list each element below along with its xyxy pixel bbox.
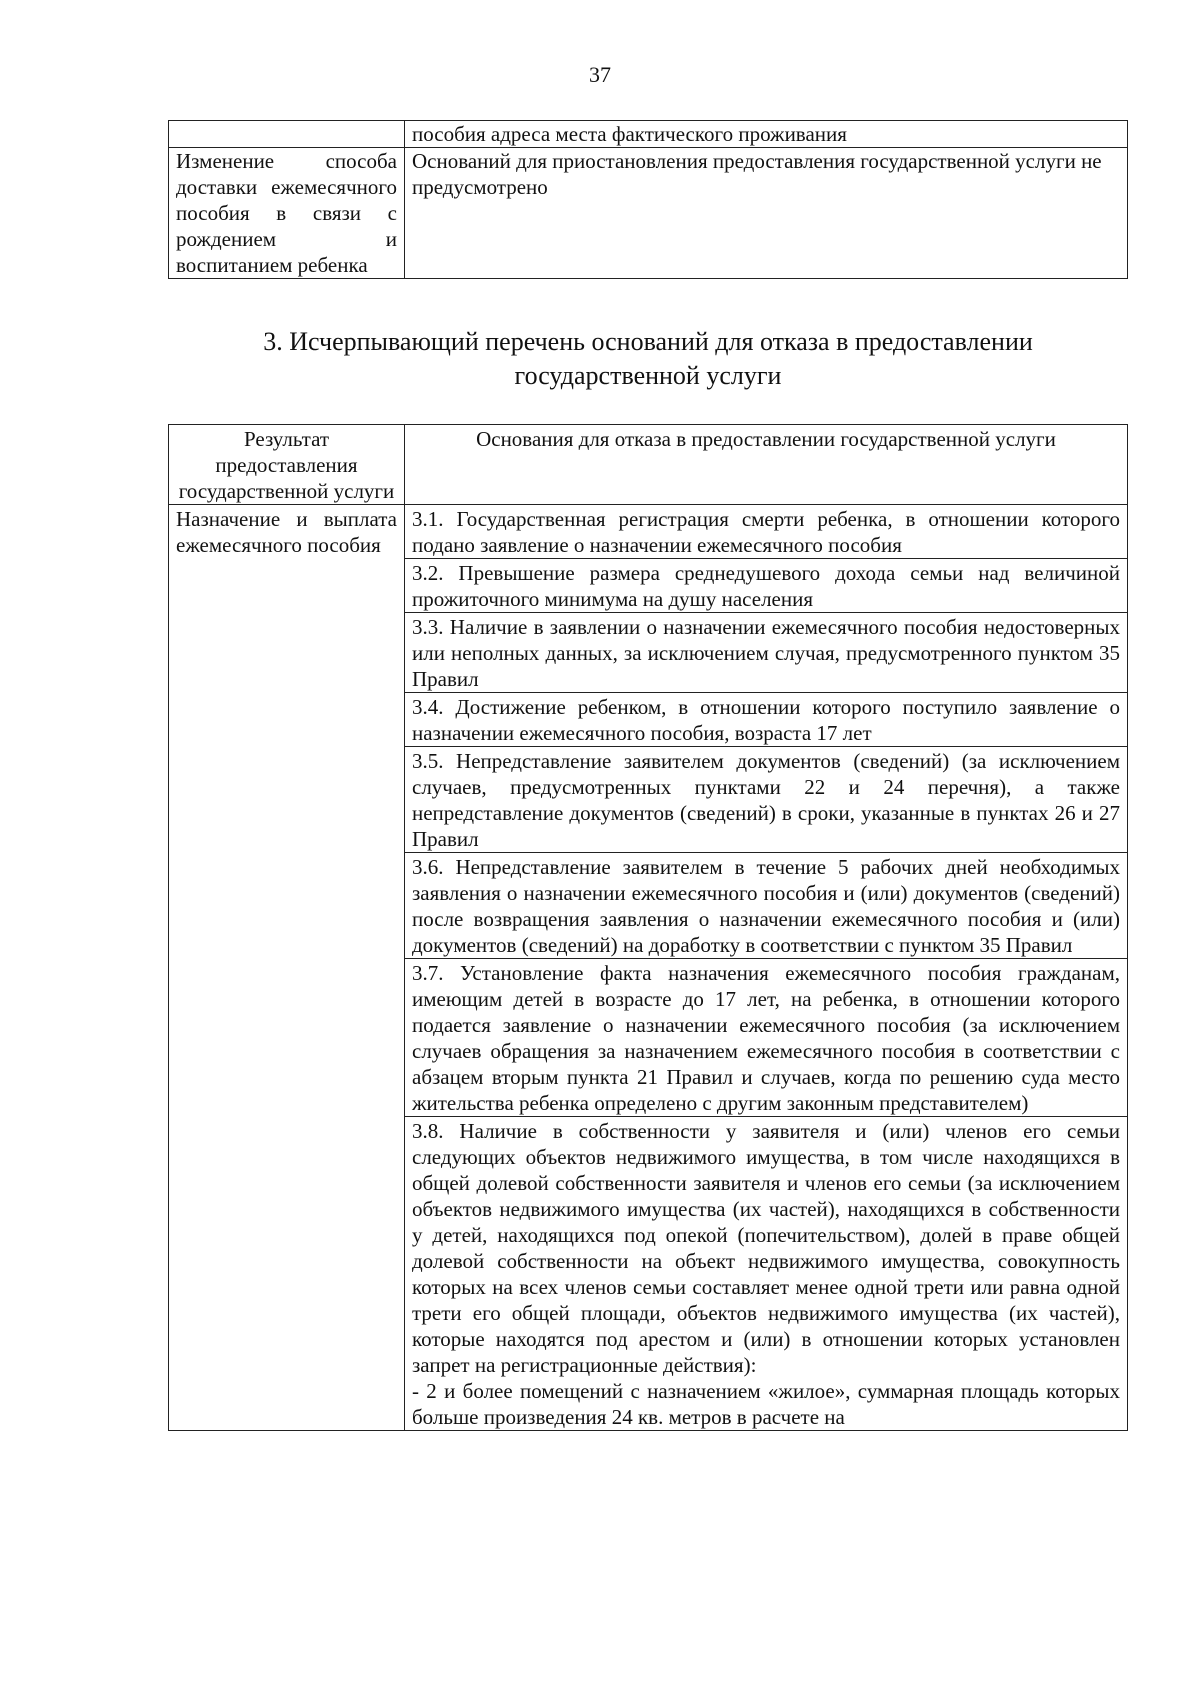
ground-item: 3.2. Превышение размера среднедушевого дохода семьи над величиной прожиточного минимума на душу населения — [405, 559, 1128, 613]
header-grounds: Основания для отказа в предоставлении государственной услуги — [405, 425, 1128, 505]
ground-item: 3.5. Непредставление заявителем документов (сведений) (за исключением случаев, предусмотренных пунктами 22 и 24 перечня), а также непредставление документов (сведений) в сроки, указанные в пунктах 26 и 27 Правил — [405, 747, 1128, 853]
table-row — [169, 505, 1128, 559]
table-cell-left: Изменение способа доставки ежемесячного пособия в связи с рождением и воспитанием ребенка — [169, 148, 405, 279]
section-title: 3. Исчерпывающий перечень оснований для отказа в предоставлении государственной услуги — [263, 327, 1033, 390]
header-result: Результат предоставления государственной услуги — [169, 425, 405, 505]
refusal-grounds-table — [168, 424, 1128, 1431]
ground-item-3-8 — [405, 1117, 1128, 1431]
table-cell-right: пособия адреса места фактического проживания — [405, 121, 1128, 148]
ground-item: 3.1. Государственная регистрация смерти ребенка, в отношении которого подано заявление о назначении ежемесячного пособия — [405, 505, 1128, 559]
ground-item-subitem: - 2 и более помещений с назначением «жилое», суммарная площадь которых больше произведения 24 кв. метров в расчете на — [412, 1379, 1120, 1429]
ground-item-text: 3.8. Наличие в собственности у заявителя и (или) членов его семьи следующих объектов недвижимого имущества, в том числе находящихся в общей долевой собственности заявителя и членов его семьи (за исключением объектов недвижимого имущества (их частей), находящихся в собственности у детей, находящихся под опекой (попечительством), долей в праве общей долевой собственности на объект недвижимого имущества, совокупность которых на всех членов семьи составляет менее одной трети или равна одной трети его общей площади, объектов недвижимого имущества (их частей), которые находятся под арестом и (или) в отношении которых установлен запрет на регистрационные действия): — [412, 1119, 1120, 1377]
ground-item: 3.3. Наличие в заявлении о назначении ежемесячного пособия недостоверных или неполных данных, за исключением случая, предусмотренного пунктом 35 Правил — [405, 613, 1128, 693]
table-cell-left — [169, 121, 405, 148]
ground-item: 3.4. Достижение ребенком, в отношении которого поступило заявление о назначении ежемесячного пособия, возраста 17 лет — [405, 693, 1128, 747]
result-cell: Назначение и выплата ежемесячного пособия — [169, 505, 405, 1431]
ground-item: 3.7. Установление факта назначения ежемесячного пособия гражданам, имеющим детей в возрасте до 17 лет, на ребенка, в отношении которого подается заявление о назначении ежемесячного пособия (за исключением случаев обращения за назначением ежемесячного пособия в соответствии с абзацем вторым пункта 21 Правил и случаев, когда по решению суда место жительства ребенка определено с другим законным представителем) — [405, 959, 1128, 1117]
ground-item: 3.6. Непредставление заявителем в течение 5 рабочих дней необходимых заявления о назначении ежемесячного пособия и (или) документов (сведений) после возвращения заявления о назначении ежемесячного пособия и (или) документов (сведений) на доработку в соответствии с пунктом 35 Правил — [405, 853, 1128, 959]
table-header-row — [169, 425, 1128, 505]
table-row — [169, 148, 1128, 279]
suspension-table — [168, 120, 1128, 279]
table-row — [169, 121, 1128, 148]
table-cell-right: Оснований для приостановления предоставления государственной услуги не предусмотрено — [405, 148, 1128, 279]
page-number: 37 — [589, 62, 611, 87]
